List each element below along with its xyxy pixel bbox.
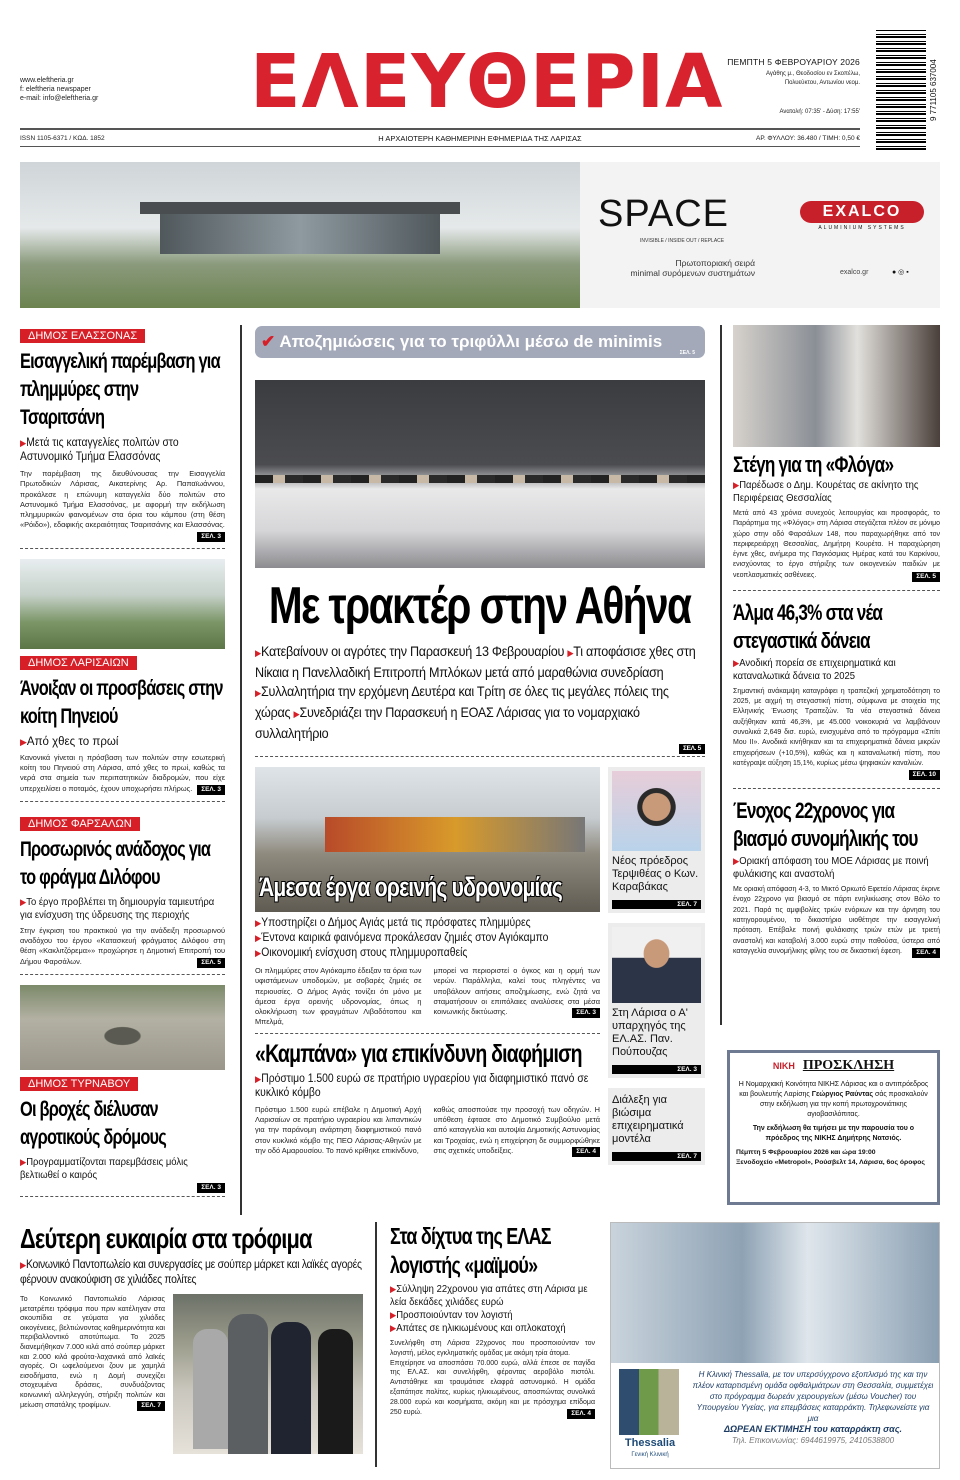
floga-photo: [733, 325, 940, 447]
portrait-photo: [612, 771, 701, 851]
ad-url: exalco.gr: [840, 269, 869, 276]
social-icons: ● ◎ ▪: [892, 269, 909, 276]
niki-invitation-ad[interactable]: ΝΙΚΗ ΠΡΟΣΚΛΗΣΗ Η Νομαρχιακή Κοινότητα ΝΙΚΗΣ Λάρισας και ο αντιπρόεδρος και βουλευτής Λαρίσης Γεώργιος Ραύντας σάς προσκαλούν στην εκδήλωση για την κοπή πρωτοχρονιάτικης αγιοβασιλόπιτας. Την εκδήλωση θα τιμήσει με την παρουσία του ο πρόεδρος της ΝΙΚΗΣ Δημήτρης Νατσιός. Πέμπτη 5 Φεβρουαρίου 2026 και ώρα 19:00 Ξενοδοχείο «Metropol», Ρούσβελτ 14, Λάρισα, 6ος όροφος: [727, 1050, 940, 1205]
divider: [20, 128, 860, 130]
clinic-logo-graphic: [619, 1369, 679, 1435]
social-grocery-photo: [173, 1294, 363, 1454]
divider: [20, 1196, 225, 1197]
third-headline[interactable]: «Καμπάνα» για επικίνδυνη διαφήμιση: [255, 1039, 582, 1068]
article-fake-accountant[interactable]: Στα δίχτυα της ΕΛΑΣ λογιστής «μαϊμού» ▶Σύλληψη 22χρονου για απάτες στη Λάρισα με λεία δεκάδες χιλιάδες ευρώ ▶Προσποιούνταν τον λογιστή ▶Απάτες σε ηλικιωμένους και οπλοκατοχή Συνελήφθη στη Λάρισα 22χρονος που προσποιούνταν τον λογιστή, μέλος εγκληματικής ομάδας με ακόμη τρία άτομα. Επιχείρησε να αποσπάσει 70.000 ευρώ, αλλά έπεσε σε παγίδα της ΕΛ.ΑΣ. και συνελήφθη, φέροντας αεροβόλο πιστόλι. Αντιστάθηκε και τραυμάτισε ελαφρά αστυνομικό. Η ομάδα εξαπάτησε πολίτες, κυρίως ηλικιωμένους, αποσπώντας συνολικά 28.000 ευρώ και κοσμήματα, ακόμη και με πρόσχημα επίδομα 250 ευρώ. ΣΕΛ. 4: [390, 1223, 595, 1417]
page-ref: ΣΕΛ. 5: [679, 744, 705, 754]
ad-product-name: SPACE: [598, 193, 730, 235]
road-damage-photo: [20, 985, 225, 1070]
page-ref: ΣΕΛ. 10: [909, 770, 940, 780]
exalco-logo: EXALCO: [800, 201, 924, 223]
lead-bullets: ▶Κατεβαίνουν οι αγρότες την Παρασκευή 13 Φεβρουαρίου ▶Τι αποφάσισε χθες στη Νίκαια η Πανελλαδική Επιτροπή Μπλόκων μετά από μαραθώνια συνεδρίαση ▶Συλλαλητήρια την ερχόμενη Δευτέρα και Τρίτη σε όλες τις μεγάλες πόλεις της χώρας ▶Συνεδριάζει την Παρασκευή η ΕΟΑΣ Λάρισας για το νομαρχιακό συλλαλητήριο ΣΕΛ. 5: [255, 642, 705, 757]
niki-logo: ΝΙΚΗ: [772, 1061, 795, 1071]
article-larisa[interactable]: ΔΗΜΟΣ ΛΑΡΙΣΑΙΩΝ Άνοιξαν οι προσβάσεις στην κοίτη Πηνειού ▶Από χθες το πρωί Κανονικά γίνεται η πρόσβαση των πολιτών στην εσωτερική κοίτη του Πηνειού στη Λάρισα, από χθες το πρωί, καθώς τα νερά στα σημεία των περιπατητικών διαδρομών, που είχε υπερχειλίσει ο ποταμός, έχουν υποχωρήσει πλήρως. ΣΕΛ. 3: [20, 653, 225, 802]
divider: [20, 548, 225, 549]
food-headline[interactable]: Δεύτερη ευκαιρία στα τρόφιμα: [20, 1223, 312, 1254]
headline[interactable]: Στέγη για τη «Φλόγα»: [733, 452, 894, 477]
photo-headline[interactable]: Άμεσα έργα ορεινής υδρονομίας: [259, 872, 562, 902]
date-block: [722, 57, 860, 117]
newspaper-logo: ΕΛΕΥΘΕΡΙΑ: [250, 39, 724, 125]
bullet-icon: ▶: [20, 1156, 27, 1167]
page-ref: ΣΕΛ. 3: [572, 1008, 600, 1018]
card-lecture[interactable]: Διάλεξη για βιώσιμα επιχειρηματικά μοντέλα ΣΕΛ. 7: [608, 1088, 705, 1165]
page-ref: ΣΕΛ. 7: [137, 1401, 165, 1411]
article-food[interactable]: Δεύτερη ευκαιρία στα τρόφιμα ▶Κοινωνικό Παντοπωλείο και συνεργασίες με σούπερ μάρκετ και λαϊκές αγορές φέρνουν ανακούφιση σε χιλιάδες πολίτες Το Κοινωνικό Παντοπωλείο Λάρισας μετατρέπει τρόφιμα που πριν κατέληγαν στα σκουπίδια σε γεύματα για χιλιάδες οικογένειες, βελτιώνοντας καθημερινότητα και περιβαλλοντικό αποτύπωμα. Το 2025 διανεμήθηκαν 7.000 κιλά από σούπερ μάρκετ και 2.000 κιλά φρούτα-λαχανικά από λαϊκές αγορές. Οι ωφελούμενοι ζουν με χαμηλά εισοδήματα, ενώ η Δομή συνεχίζει στοχευμένα δράσεις, συνδυάζοντας κοινωνική αλληλεγγύη, στήριξη πολιτών και μείωση σπατάλης τροφίμων. ΣΕΛ. 7: [20, 1222, 365, 1454]
page-ref: ΣΕΛ. 5: [912, 572, 940, 582]
headline[interactable]: Οι βροχές διέλυσαν αγροτικούς δρόμους: [20, 1097, 167, 1149]
page-ref: ΣΕΛ. 5: [197, 958, 225, 968]
saints-day-2: Πολυεύκτου, Αντωνίου νεομ.: [784, 80, 860, 86]
sidebar-cards: [608, 767, 705, 1175]
page-ref: ΣΕΛ. 7: [612, 1152, 701, 1161]
bullet-icon: ▶: [20, 438, 27, 448]
section-label: ΔΗΜΟΣ ΦΑΡΣΑΛΩΝ: [20, 817, 140, 831]
section-label: ΔΗΜΟΣ ΛΑΡΙΣΑΙΩΝ: [20, 656, 137, 670]
divider: [20, 974, 225, 975]
tagline: Η ΑΡΧΑΙΟΤΕΡΗ ΚΑΘΗΜΕΡΙΝΗ ΕΦΗΜΕΡΙΔΑ ΤΗΣ ΛΑΡΙΣΑΣ: [378, 134, 582, 143]
headline[interactable]: Άλμα 46,3% στα νέα στεγαστικά δάνεια: [733, 599, 883, 653]
exalco-ad[interactable]: SPACE INVISIBLE / INSIDE OUT / REPLACE Πρωτοποριακή σειρά minimal συρόμενων συστημάτων EXALCO ALUMINIUM SYSTEMS exalco.gr ● ◎ ▪: [20, 162, 940, 308]
page-ref: ΣΕΛ. 3: [197, 1183, 225, 1193]
page-ref: ΣΕΛ. 3: [612, 1065, 701, 1074]
clinic-phone: Τηλ. Επικοινωνίας: 6944619975, 2410538800: [731, 1436, 895, 1445]
center-lower-row: Άμεσα έργα ορεινής υδρονομίας ▶Υποστηρίζει ο Δήμος Αγιάς μετά τις πρόσφατες πλημμύρες ▶Έντονα καιρικά φαινόμενα προκάλεσαν ζημιές στον Αγιόκαμπο ▶Οικονομική ενίσχυση στους πλημμυροπαθείς Οι πλημμύρες στον Αγιόκαμπο έδειξαν τα όρια των υφιστάμενων υποδομών, με σοβαρές ζημιές σε περιουσίες. Ο Δήμος Αγιάς τονίζει ότι μόνο με άμεσα έργα ορεινής υδρονομίας, όπως η ολοκλήρωση των φραγμάτων Λιβαδότοπου και Μπελμά, μπορεί να περιοριστεί ο όγκος και η ορμή των νερών. Παράλληλα, καλεί τους πληγέντες να υποβάλουν αιτήσεις αποζημίωσης, ενώ ζητά να σταματήσουν οι επιπόλαιες αναλύσεις στα μέσα κοινωνικής δικτύωσης. ΣΕΛ. 3 «Καμπάνα» για επικίνδυνη διαφήμιση ▶Πρόστιμο 1.500 ευρώ σε πρατήριο υγραερίου για διαφημιστικό πανό σε κυκλικό κόμβο Πρόστιμο 1.500 ευρώ επέβαλε η Δημοτική Αρχή Λαρισαίων σε πρατήριο υγραερίου και λιπαντικών για την παράνομη ανάρτηση διαφημιστικού πανό στον κυκλικό κόμβο της ΠΕΟ Λάρισας-Αθηνών με την οδό Αμαρουσίου. Το πανό κρίθηκε επικίνδυνο, καθώς αποσπούσε την προσοχή των οδηγών. Η υπόθεση έφτασε στο Δημοτικό Συμβούλιο μετά από καταγγελία και αυτοψία Δημοτικής Αστυνομίας και Τροχαίας, ενώ η επιχείρηση δε συμμορφώθηκε στις σχετικές υποδείξεις. ΣΕΛ. 4 Νέος πρόεδρος Τερψιθέας ο Κων. Καραβάκας ΣΕΛ. 7 Στη Λάρισα ο Α' υπαρχηγός της ΕΛ.ΑΣ. Παν. Πούπουζας ΣΕΛ. 3 Διάλεξη για βιώσιμα επιχειρηματικά μοντέλα ΣΕΛ. 7: [255, 767, 705, 1175]
page-ref: ΣΕΛ. 3: [197, 785, 225, 795]
page-ref: ΣΕΛ. 7: [612, 900, 701, 909]
second-body: Οι πλημμύρες στον Αγιόκαμπο έδειξαν τα όρια των υφιστάμενων υποδομών, με σοβαρές ζημιές σε περιουσίες. Ο Δήμος Αγιάς τονίζει ότι μόνο με άμεσα έργα ορεινής υδρονομίας, όπως η ολοκλήρωση των φραγμάτων Λιβαδότοπου και Μπελμά, μπορεί να περιοριστεί ο όγκος και η ορμή των νερών. Παράλληλα, καλεί τους πληγέντες να υποβάλουν αιτήσεις αποζημίωσης, ενώ ζητά να σταματήσουν οι επιπόλαιες αναλύσεις στα μέσα κοινωνικής δικτύωσης. ΣΕΛ. 3: [255, 966, 600, 1027]
checkmark-icon: ✔: [261, 332, 276, 351]
bullet-icon: ▶: [20, 736, 27, 747]
article-mortgages[interactable]: Άλμα 46,3% στα νέα στεγαστικά δάνεια ▶Ανοδική πορεία σε επιχειρηματικά και καταναλωτικά δάνεια το 2025 Σημαντική ανάκαμψη καταγράφει η τραπεζική χρηματοδότηση το 2025, με αιχμή τη στεγαστική πίστη, σύμφωνα με στοιχεία της Ελληνικής Ένωσης Τραπεζών. Τα νέα στεγαστικά δάνεια αυξήθηκαν κατά 46,3%, με 45.000 νοικοκυριά να λαμβάνουν συνολικά 2,649 δισ. ευρώ, ενισχυμένα από το πρόγραμμα «Σπίτι Μου ΙΙ». Ανοδικά κινήθηκαν και τα επιχειρηματικά δάνεια μικρών επιχειρήσεων (+10,5%), καθώς και η καταναλωτική πίστη, που κατέγραψε αύξηση 15,1%, κυρίως μέσω ψηφιακών καναλιών. ΣΕΛ. 10: [733, 599, 940, 789]
ad-product-tag: INVISIBLE / INSIDE OUT / REPLACE: [640, 238, 725, 244]
page-ref: ΣΕΛ. 4: [567, 1409, 595, 1419]
saints-day: Αγάθης μ., Θεοδοσίου εν Σκοπέλω,: [765, 71, 860, 77]
card-poupouzas[interactable]: Στη Λάρισα ο Α' υπαρχηγός της ΕΛ.ΑΣ. Παν. Πούπουζας ΣΕΛ. 3: [608, 923, 705, 1078]
headline[interactable]: Προσωρινός ανάδοχος για το φράγμα Διλόφου: [20, 837, 211, 889]
column-divider: [375, 1222, 377, 1467]
clinic-photo: [611, 1223, 939, 1363]
divider: [20, 801, 225, 802]
thessalia-clinic-ad[interactable]: Thessalia Γενική Κλινική Η Κλινική Thessalia, με τον υπερσύγχρονο εξοπλισμό της και την πλέον καταρτισμένη ομάδα οφθαλμιάτρων στη Θεσσαλία, συμμετέχει στο πρόγραμμα δωρεάν χειρουργείων (μέσω Voucher) του Υπουργείου Υγείας, για επεμβάσεις καταρράκτη. Τηλεφωνείστε για μια ΔΩΡΕΑΝ ΕΚΤΙΜΗΣΗ του καταρράκτη σας. Τηλ. Επικοινωνίας: 6944619975, 2410538800: [610, 1222, 940, 1469]
issn: ISSN 1105-6371 / ΚΩΔ. 1852: [20, 135, 105, 142]
section-label: ΔΗΜΟΣ ΕΛΑΣΣΟΝΑΣ: [20, 329, 145, 343]
farmers-meeting-photo: [255, 380, 705, 568]
column-divider: [720, 325, 722, 1025]
page-ref: ΣΕΛ. 4: [572, 1147, 600, 1157]
center-column: [255, 326, 705, 1175]
right-column: [733, 325, 940, 958]
flood-works-photo: [255, 767, 600, 912]
barcode-number: 9 771105 637004: [929, 59, 938, 121]
section-label: ΔΗΜΟΣ ΤΥΡΝΑΒΟΥ: [20, 1077, 138, 1091]
article-farsala[interactable]: ΔΗΜΟΣ ΦΑΡΣΑΛΩΝ Προσωρινός ανάδοχος για το φράγμα Διλόφου ▶Το έργο προβλέπει τη δημιουργία ταμιευτήρα για ενίσχυση της ύδρευσης της περιοχής Στην έγκριση του πρακτικού για την ανάδειξη προσωρινού αναδόχου του έργου «Κατασκευή φράγματος Διλόφου στη θέση «Κακλιτζόρεμα»» προχώρησε η Δημοτική Επιτροπή του Δήμου Φαρσάλων. ΣΕΛ. 5: [20, 814, 225, 975]
headline[interactable]: Ένοχος 22χρονος για βιασμό συνομήλικής του: [733, 798, 918, 852]
sunrise-sunset: Ανατολή: 07:35' - Δύση: 17:55': [779, 109, 860, 115]
second-bullets: ▶Υποστηρίζει ο Δήμος Αγιάς μετά τις πρόσφατες πλημμύρες ▶Έντονα καιρικά φαινόμενα προκάλεσαν ζημιές στον Αγιόκαμπο ▶Οικονομική ενίσχυση στους πλημμυροπαθείς: [255, 917, 549, 959]
article-elassona[interactable]: ΔΗΜΟΣ ΕΛΑΣΣΟΝΑΣ Εισαγγελική παρέμβαση για πλημμύρες στην Τσαριτσάνη ▶Μετά τις καταγγελίες πολιτών στο Αστυνομικό Τμήμα Ελασσόνας Την παρέμβαση της διευθύνουσας την Εισαγγελία Πρωτοδικών Λάρισας, Αικατερίνης Αρ. Παπαϊωάννου, προκάλεσε η επώνυμη καταγγελία δύο πολιτών στο Αστυνομικό Τμήμα Ελασσόνας, με αφορμή την εκδήλωση πλημμυρικών φαινομένων στα όρια του κάμπου (στη θέση «Ρόιδο»), εδαφικής ακεραιότητας Τσαριτσάνης και Ελασσόνας. ΣΕΛ. 3: [20, 326, 225, 549]
facebook-link[interactable]: f: eleftheria newspaper: [20, 86, 91, 93]
ad-house-image: [20, 162, 580, 308]
page-ref: ΣΕΛ. 3: [197, 532, 225, 542]
email-link[interactable]: e-mail: info@eleftheria.gr: [20, 95, 99, 102]
third-body: Πρόστιμο 1.500 ευρώ επέβαλε η Δημοτική Αρχή Λαρισαίων σε πρατήριο υγραερίου και λιπαντικών για την παράνομη ανάρτηση διαφημιστικού πανό στον κυκλικό κόμβο της ΠΕΟ Λάρισας-Αθηνών με την οδό Αμαρουσίου. Το πανό κρίθηκε επικίνδυνο, καθώς αποσπούσε την προσοχή των οδηγών. Η υπόθεση έφτασε στο Δημοτικό Συμβούλιο μετά από καταγγελία και αυτοψία Δημοτικής Αστυνομίας και Τροχαίας, ενώ η επιχείρηση δε συμμορφώθηκε στις σχετικές υποδείξεις. ΣΕΛ. 4: [255, 1104, 600, 1155]
bullet-icon: ▶: [20, 896, 27, 907]
de-minimis-banner[interactable]: ✔ Αποζημιώσεις για το τριφύλλι μέσω de minimis ΣΕΛ. 5: [255, 326, 705, 358]
article-court[interactable]: Ένοχος 22χρονος για βιασμό συνομήλικής του ▶Οριακή απόφαση του ΜΟΕ Λάρισας με ποινή φυλάκισης και αναστολή Με οριακή απόφαση 4-3, το Μικτό Ορκωτό Εφετείο Λάρισας έκρινε ένοχο 22χρονο για βιασμό σε πάρτι ενηλικίωσης στον Βόλο το 2021. Παρά τις αμφιβολίες τριών ενόρκων και την άρνηση του κατηγορουμένου, το δικαστήριο υιοθέτησε την εισαγγελική πρόταση. Επέβαλε ποινή φυλάκισης τριών ετών με τριετή αναστολή και καταβολή 3.000 ευρώ στην παθούσα, ύστερα από καταγγελία συνομήλικης φίλης του σε δικαστική έφεση. ΣΕΛ. 4: [733, 798, 940, 956]
issue-number-price: ΑΡ. ΦΥΛΛΟΥ: 36.480 / ΤΙΜΗ: 0,50 €: [755, 135, 860, 142]
contact-info: [20, 76, 98, 103]
ad-slogan: Πρωτοποριακή σειρά minimal συρόμενων συστημάτων: [630, 258, 755, 278]
card-karavakas[interactable]: Νέος πρόεδρος Τερψιθέας ο Κων. Καραβάκας ΣΕΛ. 7: [608, 767, 705, 913]
pineios-photo: [20, 559, 225, 649]
page-ref: ΣΕΛ. 4: [912, 948, 940, 958]
column-divider: [240, 325, 242, 1215]
issue-date: ΠΕΜΠΤΗ 5 ΦΕΒΡΟΥΑΡΙΟΥ 2026: [727, 57, 860, 67]
lead-headline[interactable]: Με τρακτέρ στην Αθήνα: [268, 577, 691, 635]
barcode: [876, 30, 926, 150]
divider: [20, 146, 860, 147]
headline[interactable]: Στα δίχτυα της ΕΛΑΣ λογιστής «μαϊμού»: [390, 1223, 551, 1278]
article-tyrnavos[interactable]: ΔΗΜΟΣ ΤΥΡΝΑΒΟΥ Οι βροχές διέλυσαν αγροτικούς δρόμους ▶Προγραμματίζονται παρεμβάσεις μόλις βελτιωθεί ο καιρός ΣΕΛ. 3: [20, 1074, 225, 1197]
website-link[interactable]: www.eleftheria.gr: [20, 77, 74, 84]
headline[interactable]: Εισαγγελική παρέμβαση για πλημμύρες στην Τσαριτσάνη: [20, 350, 220, 429]
portrait-photo: [612, 927, 701, 1003]
clinic-logo: Thessalia: [624, 1437, 676, 1449]
headline[interactable]: Άνοιξαν οι προσβάσεις στην κοίτη Πηνειού: [20, 676, 223, 728]
left-column: [20, 326, 225, 1197]
article-floga[interactable]: Στέγη για τη «Φλόγα» ▶Παρέδωσε ο Δημ. Κουρέτας σε ακίνητο της Περιφέρειας Θεσσαλίας Μετά από 43 χρόνια συνεχούς λειτουργίας και προσφοράς, το Παράρτημα της «Φλόγας» στη Λάρισα στεγάζεται πλέον σε μόνιμο χώρο στην οδό Φαρσάλων 148, που παραχωρήθηκε από τον περιφερειάρχη Θεσσαλίας, Δημήτρη Κουρέτα. Η παραχώρηση έγινε χθες, ανήμερα της Παγκόσμιας Ημέρας κατά του Καρκίνου, ενισχύοντας το έργο στήριξης των οικογενειών παιδιών με νεοπλασματικές ασθένειες. ΣΕΛ. 5: [733, 451, 940, 591]
